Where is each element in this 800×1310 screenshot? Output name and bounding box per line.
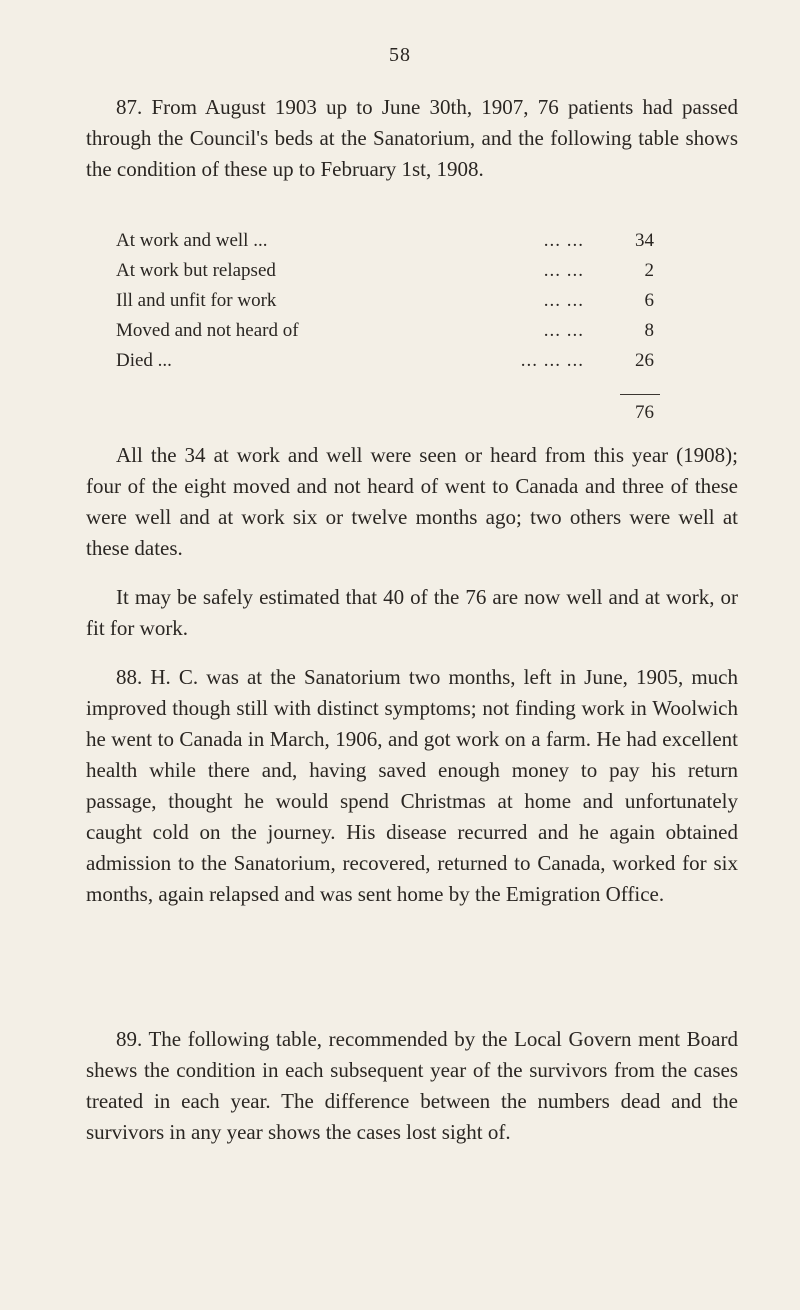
paragraph-87-estimate: It may be safely estimated that 40 of the 76 are now well and at work, or fit for work.	[86, 585, 738, 640]
row-value: 8	[644, 320, 654, 341]
paragraph-88: 88. H. C. was at the Sanatorium two months, left in June, 1905, much improved though still with distinct symptoms; not finding work in Woolwich he went to Canada in March, 1906, and got work on a farm. He had excellent health while there and, having saved enough money to pay his return passage, thought he would spend Christmas at home and unfortunately caught cold on the journey. His disease recurred and he again obtained admission to the Sanatorium, recovered, returned to Canada, worked for six months, again relapsed and was sent home by the Emigration Office.	[86, 665, 738, 906]
row-value: 26	[635, 350, 654, 371]
row-leader: ... ...	[543, 230, 584, 251]
row-label: At work but relapsed	[116, 260, 276, 281]
row-label: Moved and not heard of	[116, 320, 299, 341]
table-row	[116, 346, 654, 376]
table-row	[116, 286, 654, 316]
row-label: At work and well ...	[116, 230, 268, 251]
paragraph-87: 87. From August 1903 up to June 30th, 1907, 76 patients had passed through the Council's beds at the Sanatorium, and the following table shows the condition of these up to February 1st, 1908.	[86, 95, 738, 181]
row-label: Died ...	[116, 350, 172, 371]
condition-table	[116, 226, 654, 376]
paragraph-89: 89. The following table, recommended by the Local Govern ment Board shews the condition in each subsequent year of the survivors from the cases treated in each year. The difference between the numbers dead and the survivors in any year shows the cases lost sight of.	[86, 1027, 738, 1144]
row-label: Ill and unfit for work	[116, 290, 277, 311]
paragraph-87-followup: All the 34 at work and well were seen or heard from this year (1908); four of the eight moved and not heard of went to Canada and three of these were well and at work six or twelve months ago; two others were well at these dates.	[86, 443, 738, 560]
row-leader: ... ...	[543, 260, 584, 281]
row-value: 6	[644, 290, 654, 311]
row-value: 2	[644, 260, 654, 281]
row-leader: ... ...	[543, 290, 584, 311]
table-total: 76	[635, 402, 654, 423]
row-value: 34	[635, 230, 654, 251]
total-rule	[620, 394, 660, 395]
table-row	[116, 226, 654, 256]
table-row	[116, 256, 654, 286]
table-row	[116, 316, 654, 346]
page-number: 58	[389, 44, 411, 66]
row-leader: ... ... ...	[520, 350, 584, 371]
row-leader: ... ...	[543, 320, 584, 341]
